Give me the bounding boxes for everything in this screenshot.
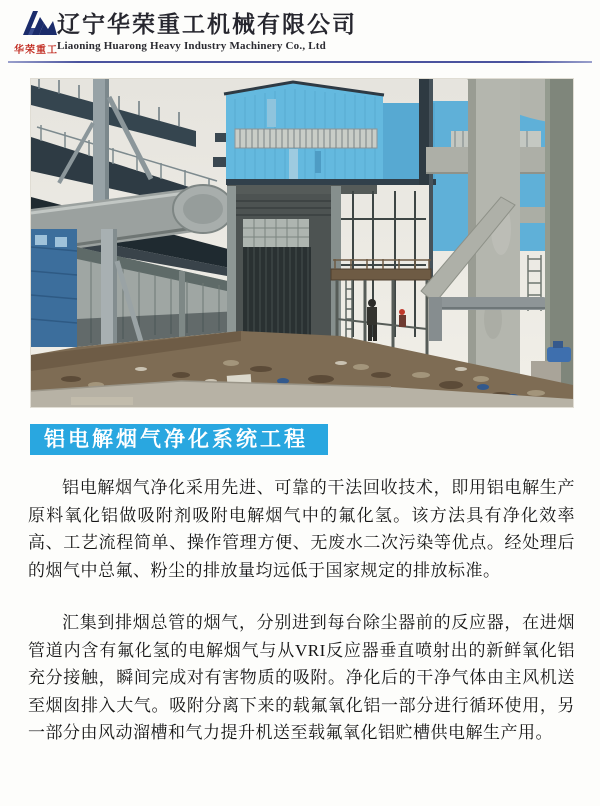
section-title: 铝电解烟气净化系统工程 [44, 428, 308, 451]
plant-photo [30, 78, 574, 408]
article-body [28, 474, 575, 772]
article-paragraph-1: 铝电解烟气净化采用先进、可靠的干法回收技术，即用铝电解生产原料氧化铝做吸附剂吸附电解烟气中的氟化氢。该方法具有净化效率高、工艺流程简单、操作管理方便、无废水二次污染等优点。经处理后的烟气中总氟、粉尘的排放量均远低于国家规定的排放标准。 [28, 478, 575, 580]
section-title-banner [30, 424, 328, 455]
company-header [57, 11, 357, 52]
company-name-en: Liaoning Huarong Heavy Industry Machinery Co., Ltd [57, 40, 326, 52]
article-paragraph-2: 汇集到排烟总管的烟气，分别进到每台除尘器前的反应器，在进烟管道内含有氟化氢的电解烟气与从VRI反应器垂直喷射出的新鲜氧化铝充分接触，瞬间完成对有害物质的吸附。净化后的干净气体由主风机送至烟囱排入大气。吸附分离下来的载氟氧化铝一部分进行循环使用，另一部分由风动溜槽和气力提升机送至载氟氧化铝贮槽供电解生产用。 [28, 613, 575, 742]
header-divider [8, 61, 592, 63]
logo-text: 华荣重工 [14, 45, 58, 56]
company-name-zh: 辽宁华荣重工机械有限公司 [57, 12, 357, 37]
huarong-logo-icon [17, 9, 59, 41]
plant-photo-illustration [31, 79, 573, 407]
